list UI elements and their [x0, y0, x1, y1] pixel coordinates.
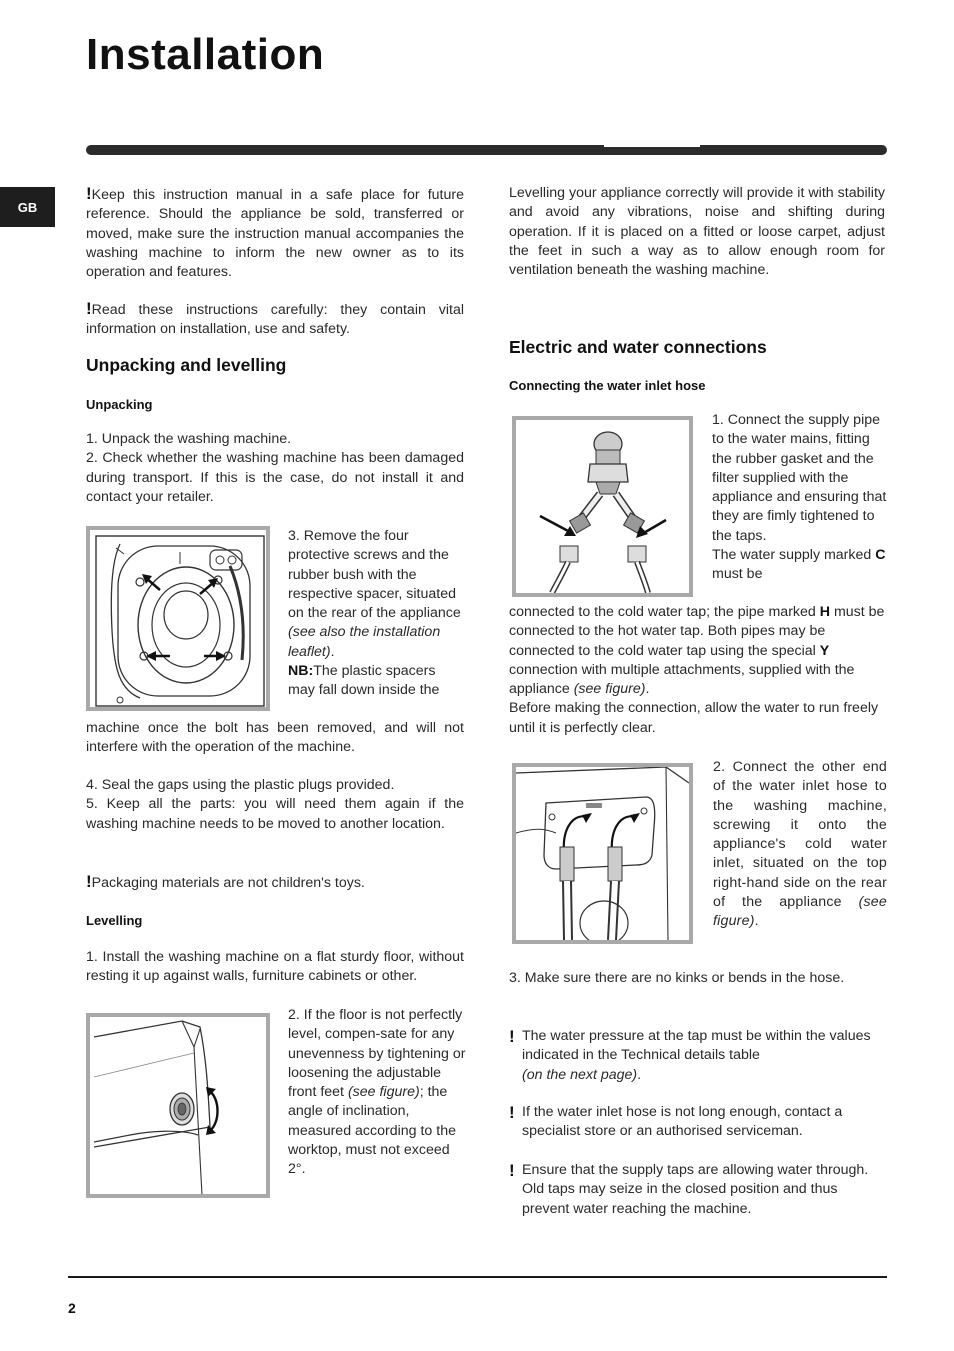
warning-icon: ! — [509, 1027, 515, 1046]
page-number: 2 — [68, 1300, 76, 1316]
section-heading-unpacking-levelling: Unpacking and levelling — [86, 355, 287, 375]
warning-icon: ! — [86, 184, 92, 203]
connection-step-1-b: connected to the cold water tap; the pipe marked H must be connected to the hot water tap. Both pipes may be connected to the cold water tap using the special Y connection with multiple attachments, supplied with the appliance (see figure). Before making the connection, allow the water to run freely until it is perfectly clear. — [509, 604, 885, 736]
unpacking-step-4: 4. Seal the gaps using the plastic plugs provided. — [86, 777, 395, 793]
connection-step-3: 3. Make sure there are no kinks or bends in the hose. — [509, 970, 845, 986]
figure-adjustable-foot — [86, 1013, 270, 1198]
unpacking-steps-1-2 — [86, 430, 464, 507]
subheading-water-inlet-hose: Connecting the water inlet hose — [509, 378, 706, 393]
subheading-unpacking: Unpacking — [86, 397, 153, 412]
warning-supply-taps: ! Ensure that the supply taps are allowing water through. Old taps may seize in the closed position and thus prevent water reaching the machine. — [509, 1161, 887, 1219]
unpacking-step-1: 1. Unpack the washing machine. — [86, 431, 292, 447]
unpacking-step-3: 3. Remove the four protective screws and the rubber bush with the respective spacer, situated on the rear of the appliance (see also the installation leaflet). NB:The plastic spacers may fall down inside the — [288, 528, 461, 699]
washing-machine-rear-illustration — [90, 530, 266, 707]
rear-inlet-illustration — [516, 767, 689, 940]
packaging-warning: !Packaging materials are not children's toys. — [86, 872, 365, 891]
warning-icon: ! — [509, 1161, 515, 1180]
warning-hose-length: ! If the water inlet hose is not long enough, contact a specialist store or an authorised serviceman. — [509, 1103, 887, 1142]
figure-rear-inlet — [512, 763, 693, 944]
page-title: Installation — [86, 30, 325, 79]
adjustable-foot-illustration — [90, 1017, 266, 1194]
footer-divider — [68, 1276, 887, 1278]
section-heading-connections: Electric and water connections — [509, 337, 767, 357]
warning-water-pressure: ! The water pressure at the tap must be within the values indicated in the Technical details table (on the next page). — [509, 1027, 887, 1085]
header-divider — [86, 145, 887, 155]
intro-note-2: !Read these instructions carefully: they contain vital information on installation, use and safety. — [86, 299, 464, 338]
unpacking-step-2: 2. Check whether the washing machine has been damaged during transport. If this is the case, do not install it and contact your retailer. — [86, 450, 464, 505]
figure-y-connector — [512, 416, 693, 597]
unpacking-step-5: 5. Keep all the parts: you will need them again if the washing machine needs to be moved to another location. — [86, 796, 464, 832]
y-connector-illustration — [516, 420, 689, 593]
warning-icon: ! — [86, 872, 92, 891]
levelling-step-2: 2. If the floor is not perfectly level, compen-sate for any unevenness by tightening or loosening the adjustable front feet (see figure); the angle of inclination, measured according to the worktop, must not exceed 2°. — [288, 1007, 466, 1178]
nb-continuation: machine once the bolt has been removed, and will not interfere with the operation of the machine. — [86, 720, 464, 756]
intro-note-1: !Keep this instruction manual in a safe place for future reference. Should the appliance be sold, transferred or moved, make sure the instruction manual accompanies the washing machine to inform the new owner as to its operation and features. — [86, 184, 464, 281]
nb-text-part: The plastic spacers may fall down inside the — [288, 663, 440, 699]
warning-icon: ! — [509, 1103, 515, 1122]
levelling-step-1: 1. Install the washing machine on a flat sturdy floor, without resting it up against walls, furniture cabinets or other. — [86, 949, 464, 985]
subheading-levelling: Levelling — [86, 913, 143, 928]
connection-step-2: 2. Connect the other end of the water inlet hose to the washing machine, screwing it onto the appliance's cold water inlet, situated on the top right-hand side on the rear of the appliance (see figure). — [713, 759, 887, 930]
language-tab: GB — [0, 187, 55, 227]
header-divider-notch — [604, 145, 700, 147]
connection-step-1-a: 1. Connect the supply pipe to the water mains, fitting the rubber gasket and the filter supplied with the appliance and ensuring that they are fimly tightened to the taps. The water supply marked C must be — [712, 412, 887, 583]
warning-icon: ! — [86, 299, 92, 318]
figure-rear-screws — [86, 526, 270, 711]
unpacking-steps-4-5 — [86, 776, 464, 834]
levelling-paragraph: Levelling your appliance correctly will provide it with stability and avoid any vibrations, noise and shifting during operation. If it is placed on a fitted or loose carpet, adjust the feet in such a way as to allow enough room for ventilation beneath the washing machine. — [509, 185, 885, 279]
